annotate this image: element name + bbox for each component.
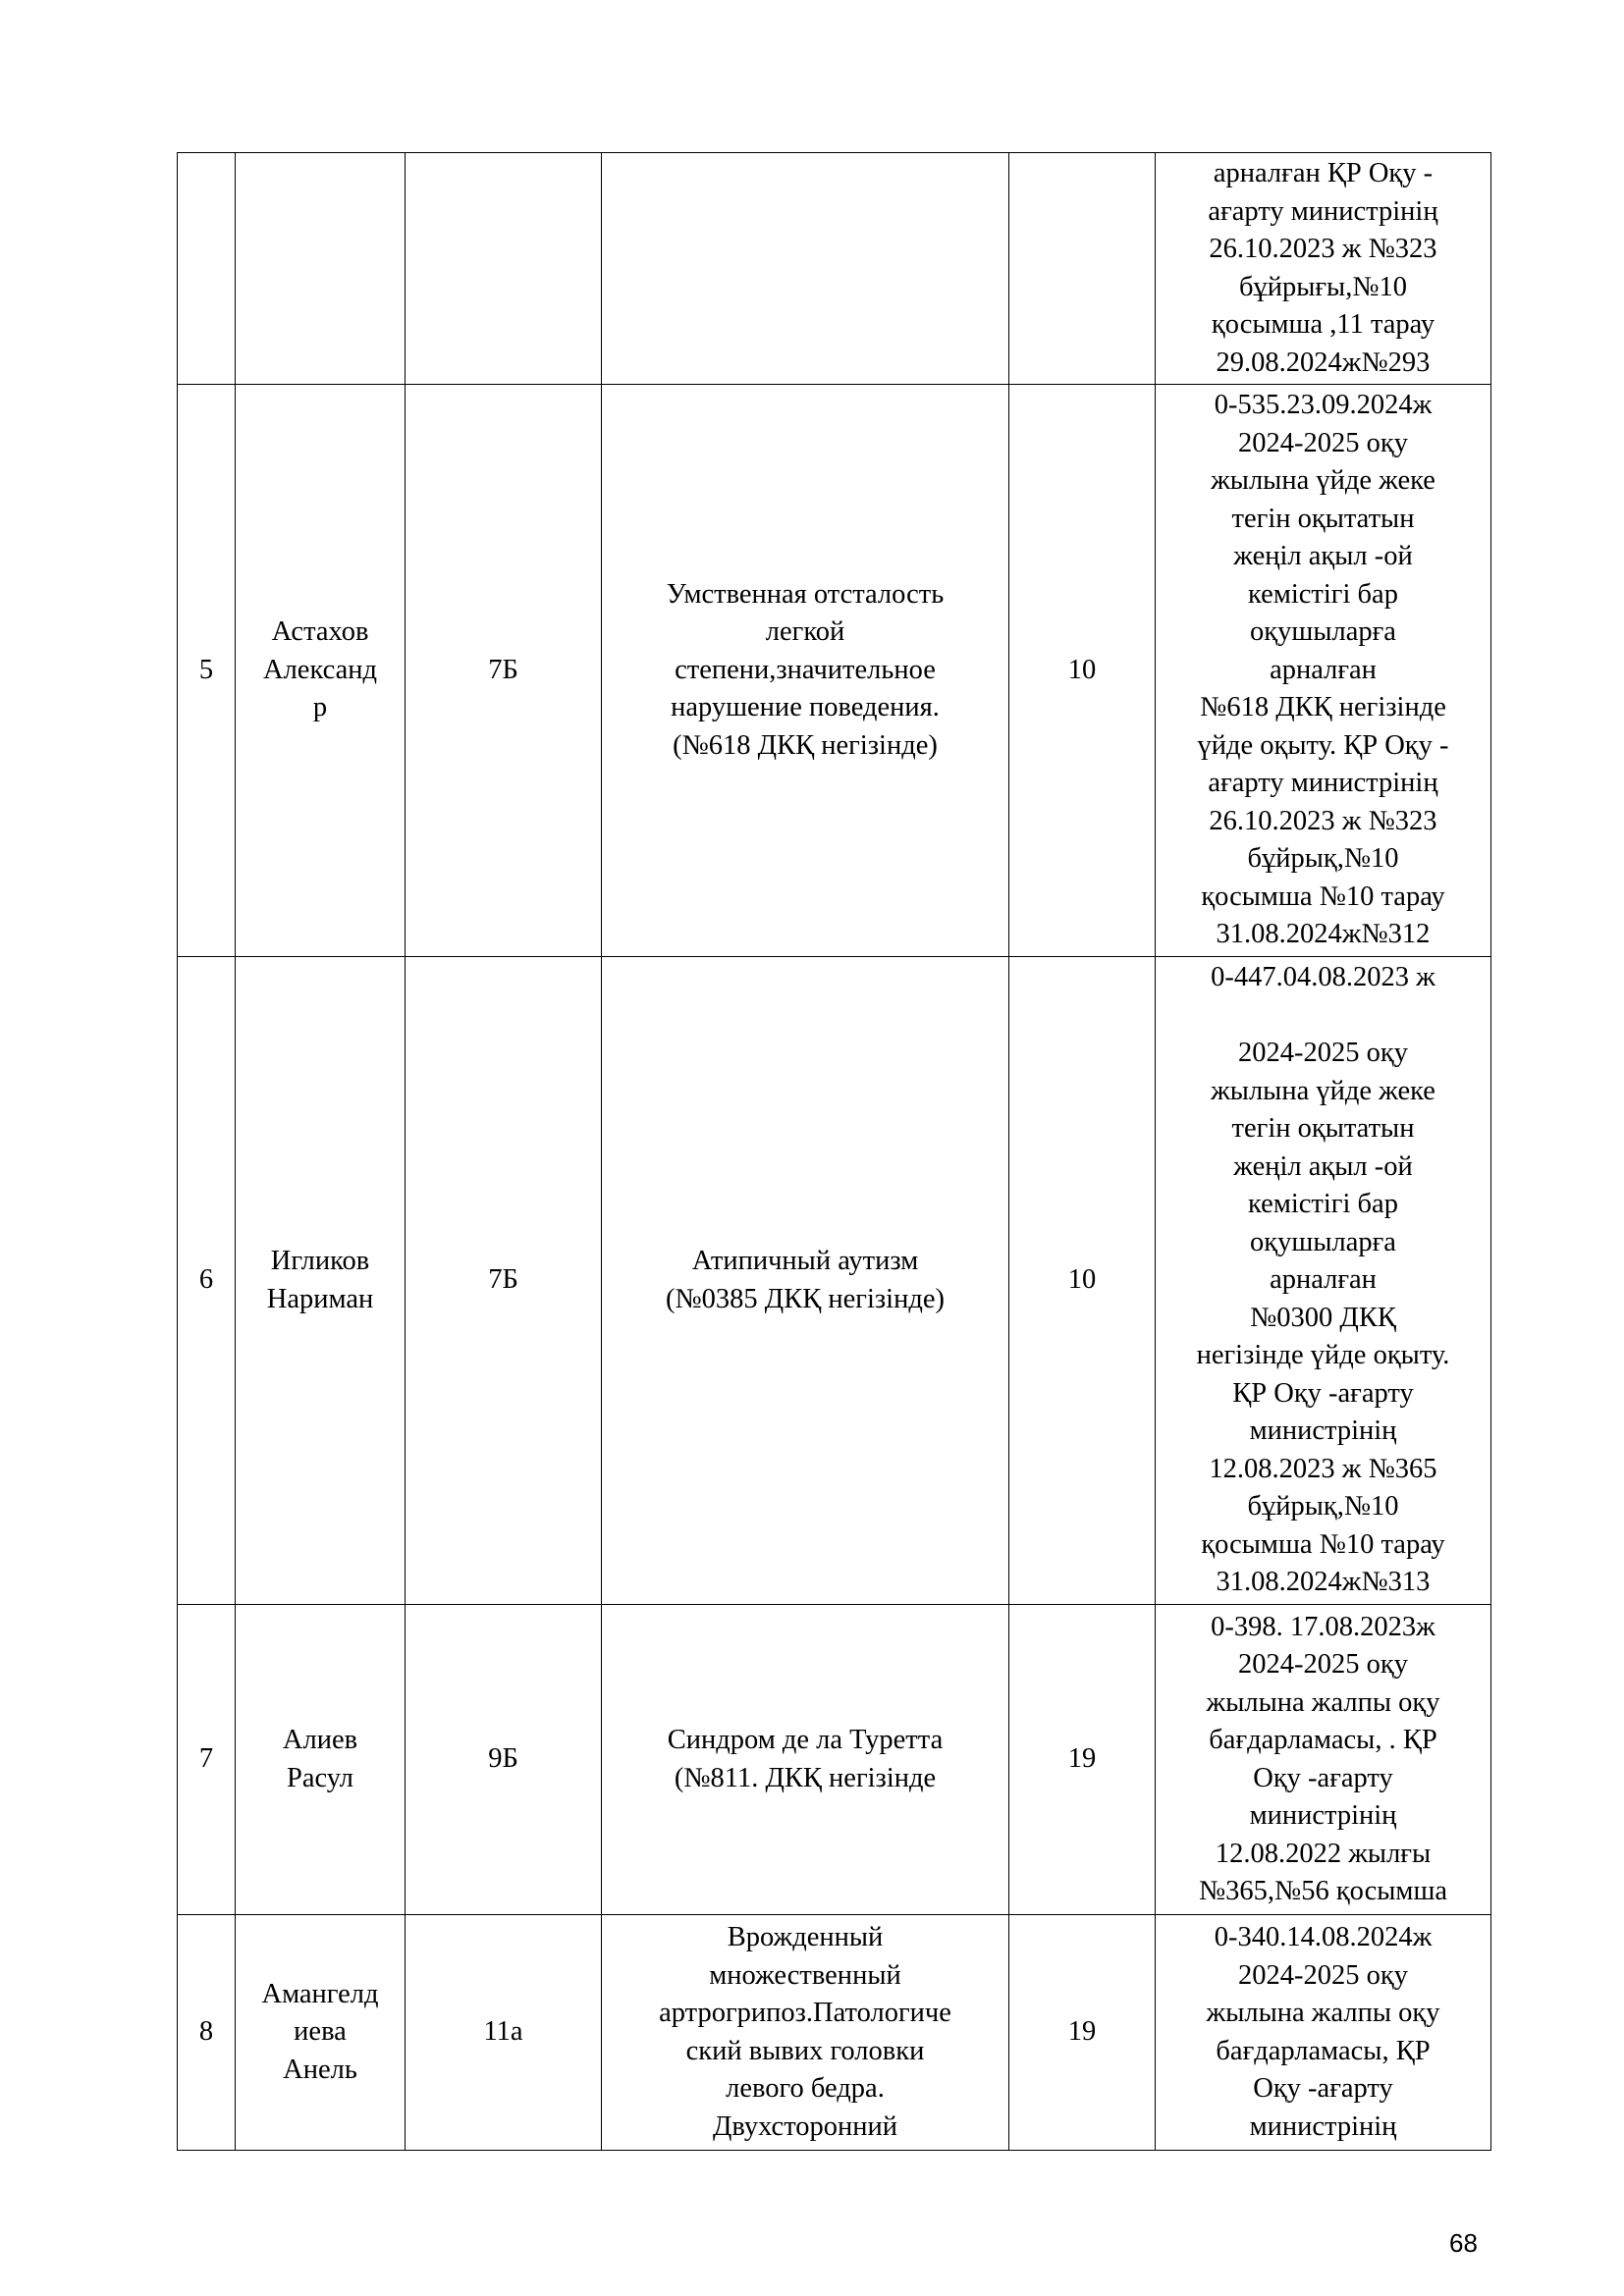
order-note-cell: 0-340.14.08.2024ж 2024-2025 оқу жылына жалпы оқу бағдарламасы, ҚР Оқу -ағарту министрінің bbox=[1156, 1915, 1491, 2151]
table-row bbox=[178, 1915, 1491, 2151]
diagnosis-cell bbox=[602, 153, 1009, 385]
hours-cell: 10 bbox=[1009, 385, 1156, 957]
order-note-cell: 0-447.04.08.2023 ж 2024-2025 оқу жылына үйде жеке тегін оқытатын жеңіл ақыл -ой кемістігі бар оқушыларға арналған №0300 ДКҚ негізінде үйде оқыту. ҚР Оқу -ағарту министрінің 12.08.2023 ж №365 бұйрық,№10 қосымша №10 тарау 31.08.2024ж№313 bbox=[1156, 957, 1491, 1605]
table-row bbox=[178, 957, 1491, 1605]
table-row bbox=[178, 385, 1491, 957]
hours-cell bbox=[1009, 153, 1156, 385]
row-number-cell: 6 bbox=[178, 957, 236, 1605]
student-name-cell: Игликов Нариман bbox=[236, 957, 406, 1605]
hours-cell: 19 bbox=[1009, 1605, 1156, 1915]
student-name-cell: Астахов Александ р bbox=[236, 385, 406, 957]
grade-cell bbox=[406, 153, 602, 385]
order-note-cell: 0-398. 17.08.2023ж 2024-2025 оқу жылына жалпы оқу бағдарламасы, . ҚР Оқу -ағарту министрінің 12.08.2022 жылғы №365,№56 қосымша bbox=[1156, 1605, 1491, 1915]
grade-cell: 9Б bbox=[406, 1605, 602, 1915]
student-name-cell: Алиев Расул bbox=[236, 1605, 406, 1915]
student-name-cell bbox=[236, 153, 406, 385]
row-number-cell: 7 bbox=[178, 1605, 236, 1915]
hours-cell: 10 bbox=[1009, 957, 1156, 1605]
grade-cell: 7Б bbox=[406, 385, 602, 957]
diagnosis-cell: Врожденный множественный артрогрипоз.Патологиче ский вывих головки левого бедра. Двухсторонний bbox=[602, 1915, 1009, 2151]
grade-cell: 7Б bbox=[406, 957, 602, 1605]
grade-cell: 11а bbox=[406, 1915, 602, 2151]
row-number-cell: 5 bbox=[178, 385, 236, 957]
page-number: 68 bbox=[1449, 2228, 1478, 2258]
row-number-cell: 8 bbox=[178, 1915, 236, 2151]
order-note-cell: 0-535.23.09.2024ж 2024-2025 оқу жылына үйде жеке тегін оқытатын жеңіл ақыл -ой кемістігі бар оқушыларға арналған №618 ДКҚ негізінде үйде оқыту. ҚР Оқу - ағарту министрінің 26.10.2023 ж №323 бұйрық,№10 қосымша №10 тарау 31.08.2024ж№312 bbox=[1156, 385, 1491, 957]
table-row bbox=[178, 153, 1491, 385]
table-row bbox=[178, 1605, 1491, 1915]
students-table bbox=[177, 152, 1491, 2151]
hours-cell: 19 bbox=[1009, 1915, 1156, 2151]
diagnosis-cell: Умственная отсталость легкой степени,значительное нарушение поведения. (№618 ДКҚ негізінде) bbox=[602, 385, 1009, 957]
diagnosis-cell: Синдром де ла Туретта (№811. ДКҚ негізінде bbox=[602, 1605, 1009, 1915]
order-note-cell: арналған ҚР Оқу - ағарту министрінің 26.10.2023 ж №323 бұйрығы,№10 қосымша ,11 тарау 29.08.2024ж№293 bbox=[1156, 153, 1491, 385]
diagnosis-cell: Атипичный аутизм (№0385 ДКҚ негізінде) bbox=[602, 957, 1009, 1605]
student-name-cell: Амангелд иева Анель bbox=[236, 1915, 406, 2151]
row-number-cell bbox=[178, 153, 236, 385]
